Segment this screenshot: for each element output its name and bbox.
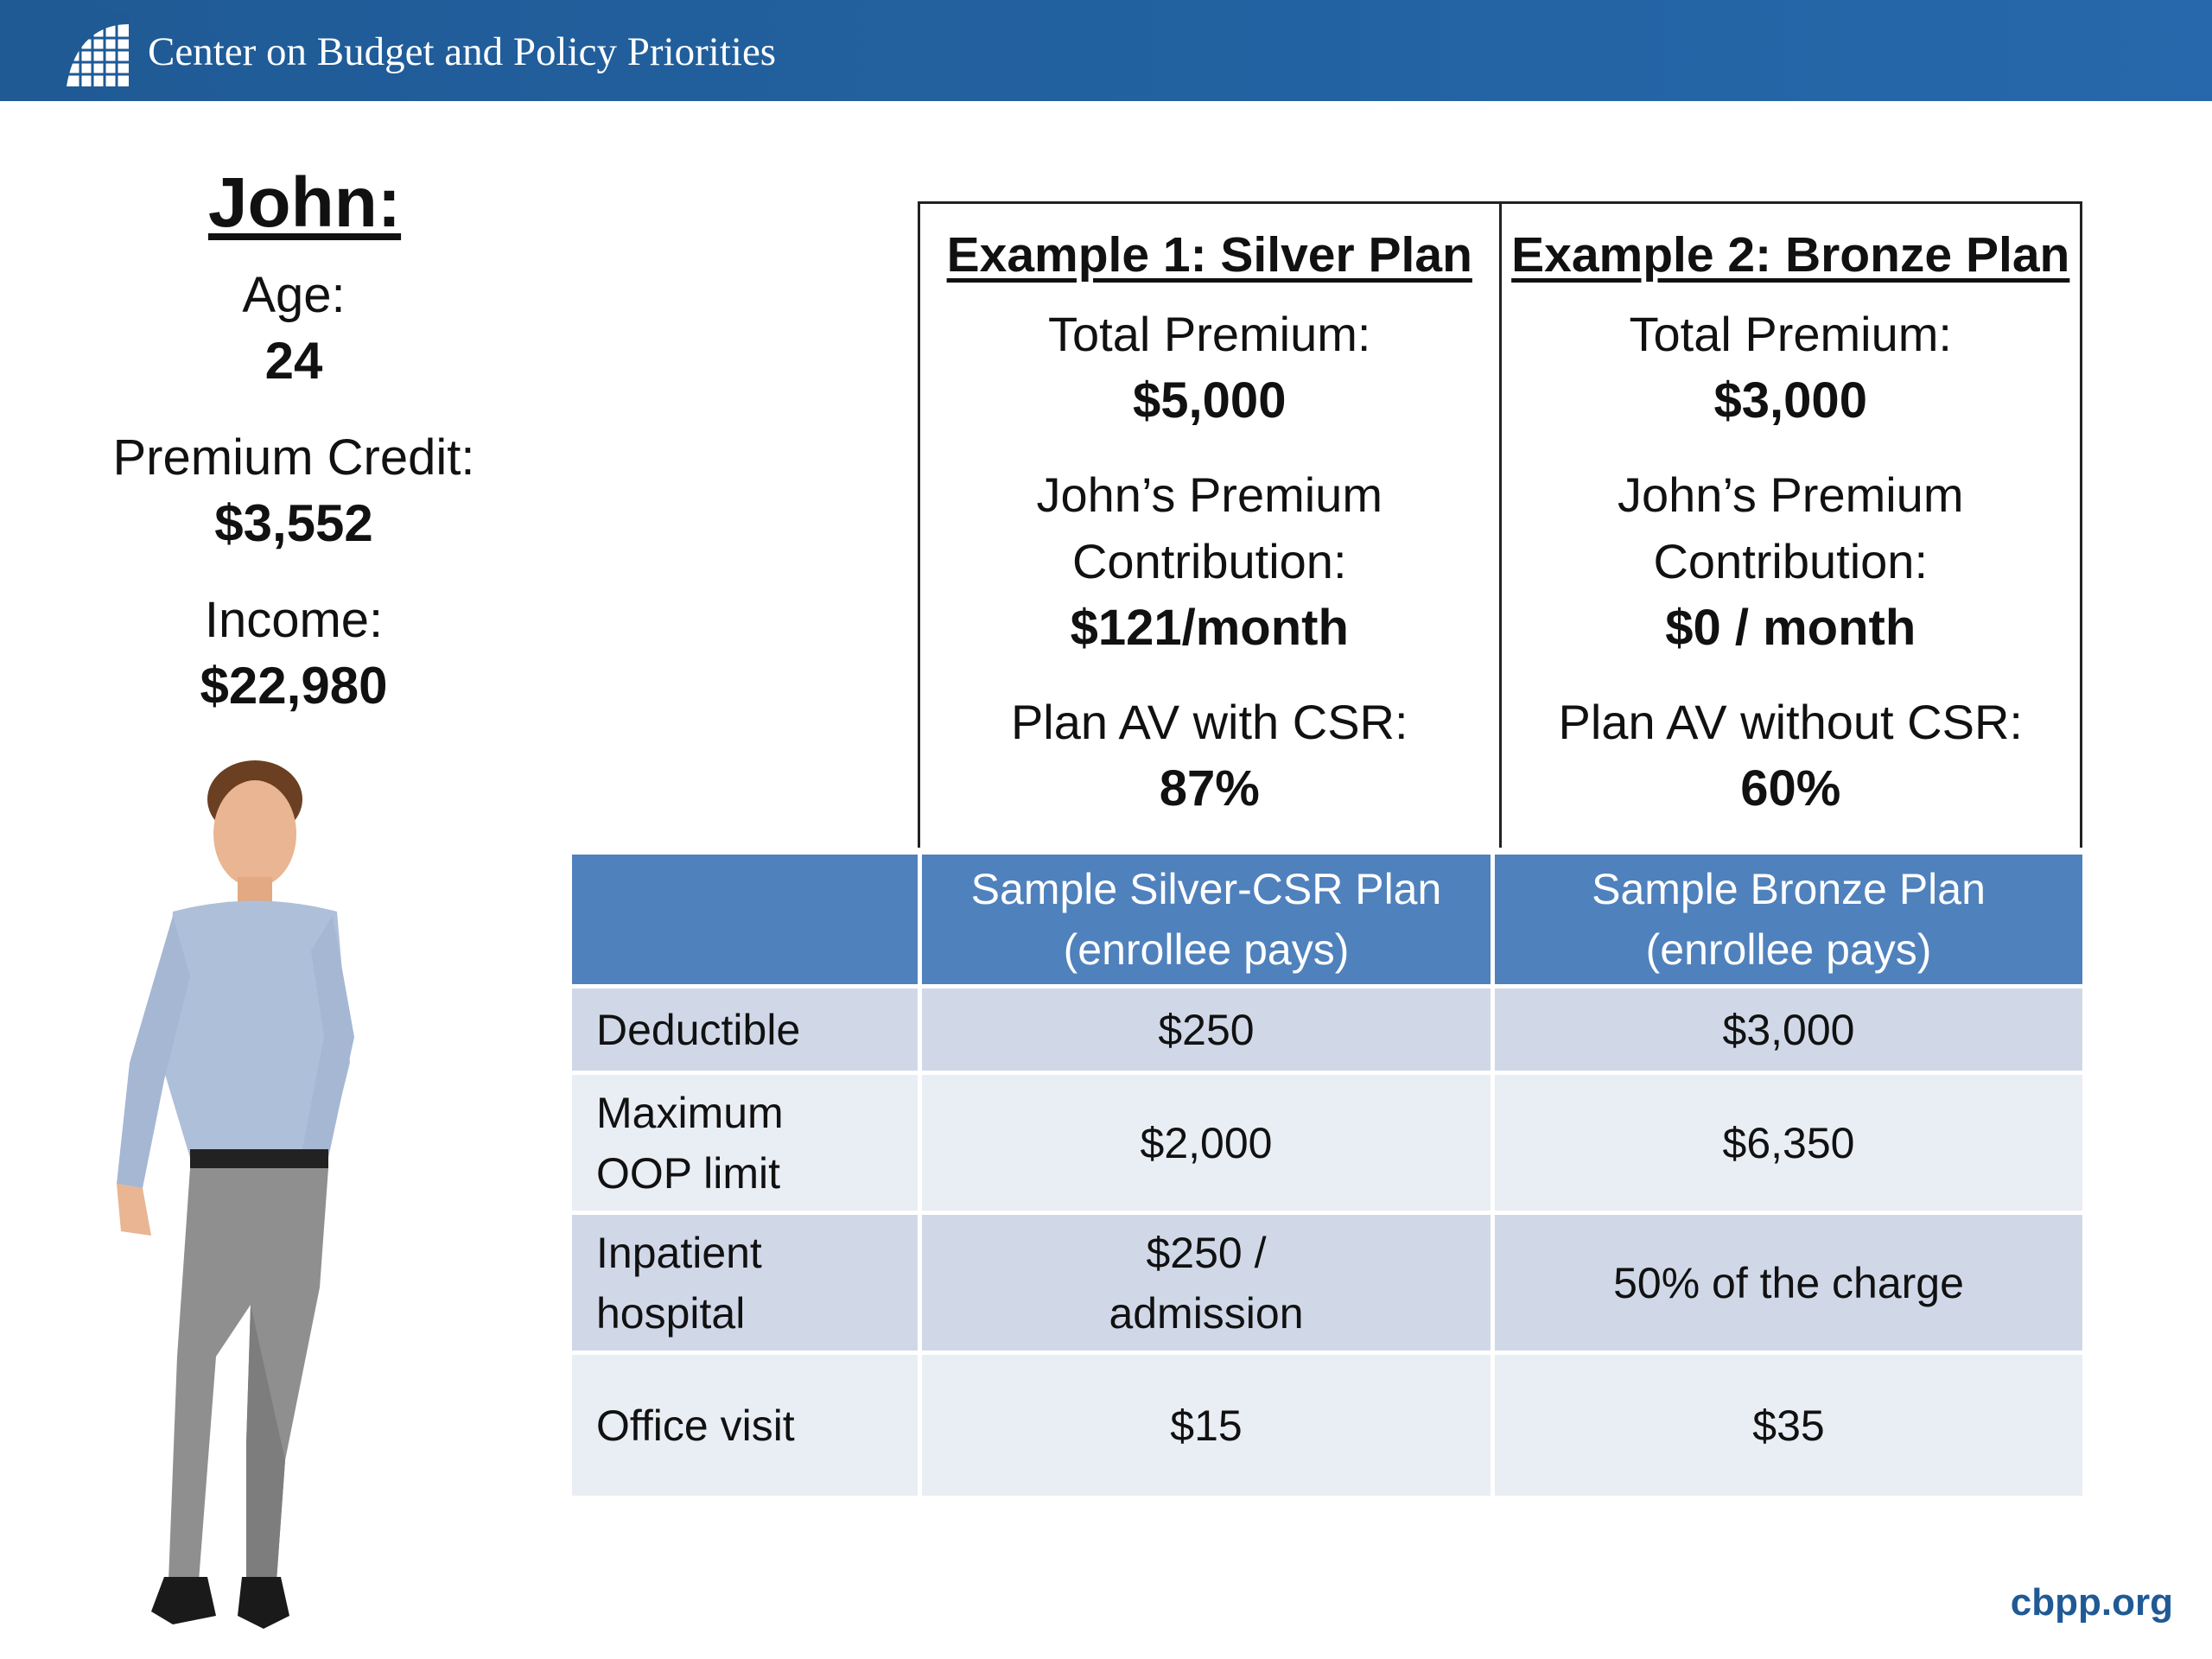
cell-line: $3,000	[1722, 1005, 1855, 1054]
bronze-cell	[1495, 988, 2082, 1071]
table-header-silver	[922, 855, 1491, 984]
contribution-label: John’s Premium	[1618, 467, 1964, 522]
silver-cell	[922, 1355, 1491, 1496]
total-premium-label: Total Premium:	[1048, 307, 1371, 361]
contribution-value: $121/month	[1070, 600, 1349, 656]
table-row	[572, 1215, 2082, 1351]
table-row	[572, 1355, 2082, 1496]
table-header-empty	[572, 855, 918, 984]
person-icon	[69, 752, 363, 1642]
cell-line: $250	[1158, 1005, 1255, 1054]
av-value: 87%	[1159, 760, 1260, 817]
contribution-label: Contribution:	[1653, 534, 1928, 588]
contribution-value: $0 / month	[1665, 600, 1916, 656]
row-label-line: Maximum	[596, 1088, 784, 1137]
table-header-line: (enrollee pays)	[1645, 925, 1932, 974]
row-label-line: Inpatient	[596, 1228, 762, 1277]
row-label	[572, 988, 918, 1071]
row-label-line: hospital	[596, 1288, 746, 1338]
row-label-line: Deductible	[596, 1005, 801, 1054]
row-label-line: Office visit	[596, 1401, 795, 1450]
table-header-line: (enrollee pays)	[1063, 925, 1350, 974]
table-row	[572, 988, 2082, 1071]
silver-cell	[922, 1075, 1491, 1211]
example-silver	[920, 204, 1499, 848]
total-premium-value: $5,000	[1133, 372, 1287, 429]
plan-comparison-table	[568, 850, 2087, 1500]
header-bar	[0, 0, 2212, 101]
cell-line: 50% of the charge	[1613, 1258, 1964, 1307]
cell-line: $250 /	[1146, 1228, 1267, 1277]
contribution-label: Contribution:	[1071, 534, 1347, 588]
example-bronze	[1499, 204, 2081, 848]
silver-cell	[922, 988, 1491, 1071]
credit-value: $3,552	[214, 494, 373, 552]
total-premium-value: $3,000	[1713, 372, 1867, 429]
cell-line: admission	[1109, 1288, 1304, 1338]
income-value: $22,980	[200, 657, 388, 715]
cell-line: $15	[1170, 1401, 1243, 1450]
cell-line: $6,350	[1722, 1118, 1855, 1167]
age-value: 24	[264, 332, 323, 390]
cell-line: $2,000	[1140, 1118, 1273, 1167]
bronze-cell	[1495, 1075, 2082, 1211]
table-header-bronze	[1495, 855, 2082, 984]
row-label	[572, 1075, 918, 1211]
credit-label: Premium Credit:	[112, 429, 475, 486]
table-header-row	[572, 855, 2082, 984]
profile-name: John:	[207, 163, 402, 242]
row-label	[572, 1355, 918, 1496]
examples-box	[918, 201, 2082, 848]
cell-line: $35	[1752, 1401, 1825, 1450]
silver-cell	[922, 1215, 1491, 1351]
footer-site-link[interactable]: cbpp.org	[2010, 1581, 2173, 1624]
example-title: Example 1: Silver Plan	[946, 227, 1472, 283]
profile-panel	[52, 156, 536, 719]
bronze-cell	[1495, 1355, 2082, 1496]
av-label: Plan AV with CSR:	[1010, 695, 1408, 749]
table-header-line: Sample Silver-CSR Plan	[970, 865, 1442, 913]
org-name: Center on Budget and Policy Priorities	[148, 29, 777, 74]
av-label: Plan AV without CSR:	[1558, 695, 2023, 749]
row-label-line: OOP limit	[596, 1148, 780, 1198]
table-row	[572, 1075, 2082, 1211]
contribution-label: John’s Premium	[1036, 467, 1382, 522]
row-label	[572, 1215, 918, 1351]
bronze-cell	[1495, 1215, 2082, 1351]
total-premium-label: Total Premium:	[1629, 307, 1952, 361]
av-value: 60%	[1740, 760, 1841, 817]
example-title: Example 2: Bronze Plan	[1511, 227, 2070, 283]
cbpp-grid-logo-icon	[54, 12, 129, 86]
table-header-line: Sample Bronze Plan	[1592, 865, 1986, 913]
income-label: Income:	[204, 592, 384, 648]
age-label: Age:	[242, 267, 346, 323]
